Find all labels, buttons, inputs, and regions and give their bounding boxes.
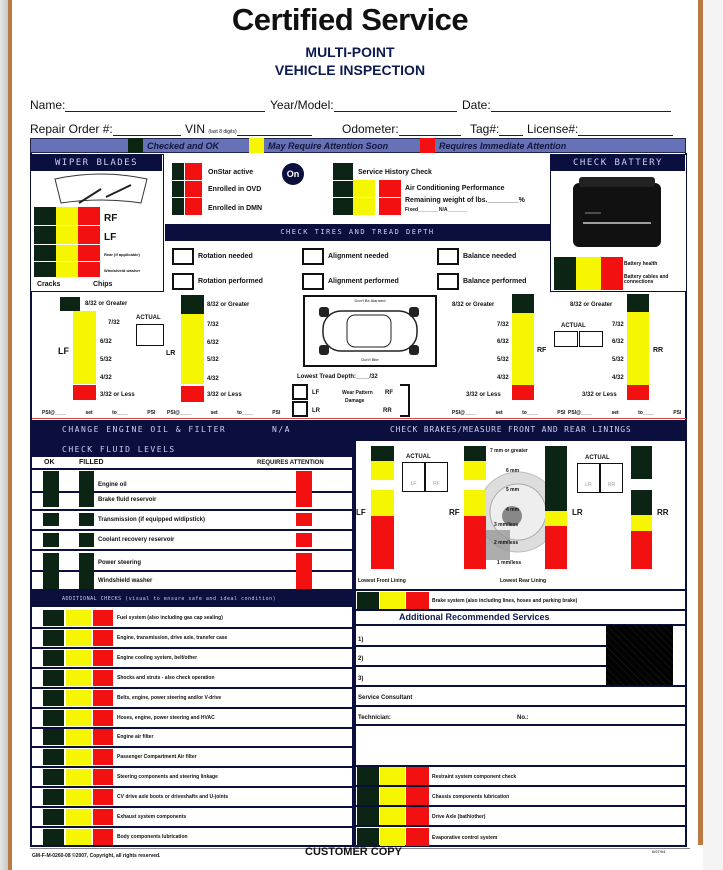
- battery-title: CHECK BATTERY: [551, 155, 685, 171]
- brake-system-label: Brake system (also including lines, hoses and parking brake): [432, 598, 578, 604]
- date-field[interactable]: [462, 98, 671, 112]
- additional-attention-9[interactable]: [93, 789, 113, 805]
- lf-actual-label: ACTUAL: [136, 315, 161, 321]
- legend-soon-label: May Require Attention Soon: [268, 141, 389, 151]
- rf-scale-7: 7/32: [497, 322, 509, 328]
- lr-scale-8: 8/32 or Greater: [207, 302, 250, 308]
- fluid-levels-title: CHECK FLUID LEVELS: [62, 445, 176, 454]
- additional-soon-5[interactable]: [66, 710, 91, 726]
- additional-item-label: Engine air filter: [117, 734, 154, 741]
- psi-rr-field[interactable]: PSI@____ set to____ PSI: [568, 410, 682, 416]
- additional-item-label: Hoses, engine, power steering and HVAC: [117, 714, 215, 721]
- legend-green-swatch: [128, 138, 143, 153]
- wiper-rf-label: RF: [104, 213, 118, 224]
- right-check-label: Drive Axle (bath/other): [432, 814, 486, 821]
- service-consultant-field[interactable]: Service Consultant: [358, 695, 413, 701]
- subtitle-line2: VEHICLE INSPECTION: [274, 62, 426, 78]
- additional-attention-6[interactable]: [93, 729, 113, 745]
- fluid-col-ok: OK: [44, 459, 55, 466]
- psi-lr-field[interactable]: PSI@____ set to____ PSI: [167, 410, 281, 416]
- brake-scale-1mm: 1 mm/less: [497, 560, 522, 566]
- lowest-front-lining[interactable]: Lowest Front Lining: [358, 578, 406, 584]
- wiper-ok-column: [34, 207, 56, 277]
- rf-scale-8: 8/32 or Greater: [452, 302, 495, 308]
- tires-title: CHECK TIRES AND TREAD DEPTH: [165, 224, 550, 241]
- rotation-performed-label: Rotation performed: [198, 278, 263, 285]
- page-border-left: [8, 0, 12, 870]
- additional-item-label: Steering components and steering linkage: [117, 774, 218, 781]
- additional-ok-10[interactable]: [43, 809, 64, 825]
- onstar-logo-icon: On: [282, 163, 304, 185]
- right-check-ok-1[interactable]: [357, 787, 379, 805]
- wear-lf-label: LF: [312, 390, 320, 396]
- lr-scale-4: 4/32: [207, 376, 219, 382]
- wear-rr-label: RR: [383, 408, 392, 414]
- onstar-ovd-label: Enrolled in OVD: [208, 186, 262, 193]
- lr-scale-3: 3/32 or Less: [207, 392, 242, 398]
- year-model-label: Year/Model:: [270, 98, 334, 112]
- repair-order-label: Repair Order #:: [30, 122, 113, 136]
- lowest-tread-depth-field[interactable]: Lowest Tread Depth:____/32: [297, 374, 378, 380]
- fluid-filled-engine-brake[interactable]: [79, 471, 94, 507]
- rf-tread-green: [512, 294, 534, 313]
- rr-scale-3: 3/32 or Less: [582, 392, 617, 398]
- license-field[interactable]: [527, 122, 673, 136]
- rotation-needed-checkbox[interactable]: [172, 248, 194, 265]
- additional-attention-1[interactable]: [93, 630, 113, 646]
- additional-soon-9[interactable]: [66, 789, 91, 805]
- rr-tread-red: [627, 385, 649, 400]
- recommended-line-2[interactable]: 2): [358, 656, 364, 662]
- battery-attention-column: [601, 257, 623, 290]
- odometer-field[interactable]: [342, 122, 461, 136]
- brake-lf-yellow-2: [371, 490, 394, 516]
- lowest-rear-lining[interactable]: Lowest Rear Lining: [500, 578, 547, 584]
- brake-scale-4mm: 4 mm: [506, 507, 520, 513]
- car-back-label: Don't Bite: [361, 357, 379, 362]
- rf-scale-5: 5/32: [497, 357, 509, 363]
- additional-soon-3[interactable]: [66, 670, 91, 686]
- additional-ok-8[interactable]: [43, 769, 64, 785]
- repair-order-field[interactable]: [30, 122, 181, 136]
- ac-performance-label: Air Conditioning Performance: [405, 185, 505, 192]
- rotation-performed-checkbox[interactable]: [172, 273, 194, 290]
- additional-attention-7[interactable]: [93, 749, 113, 765]
- fluid-filled-steering-washer[interactable]: [79, 553, 94, 589]
- wear-pattern-label: Wear Pattern: [342, 390, 373, 396]
- rotation-needed-label: Rotation needed: [198, 253, 253, 260]
- additional-attention-4[interactable]: [93, 690, 113, 706]
- additional-attention-2[interactable]: [93, 650, 113, 666]
- rf-tread-yellow: [512, 313, 534, 385]
- additional-soon-4[interactable]: [66, 690, 91, 706]
- rr-tread-yellow: [627, 312, 649, 385]
- lr-tire-label: LR: [166, 350, 176, 357]
- psi-rf-field[interactable]: PSI@____ set to____ PSI: [452, 410, 566, 416]
- rr-actual-label: ACTUAL: [561, 323, 586, 329]
- rr-scale-6: 6/32: [612, 339, 624, 345]
- fluid-attention-engine-brake[interactable]: [296, 471, 312, 507]
- brake-rr-actual-input[interactable]: RR: [600, 463, 623, 493]
- ac-fixed-label[interactable]: Fixed_______ N/A_______: [405, 207, 467, 213]
- additional-item-label: Engine, transmission, drive axle, transfer case: [117, 634, 228, 641]
- additional-attention-3[interactable]: [93, 670, 113, 686]
- lf-scale-4: 4/32: [100, 375, 112, 381]
- lr-tread-yellow: [181, 314, 204, 384]
- name-field[interactable]: [30, 98, 265, 112]
- customer-copy-label: CUSTOMER COPY: [305, 846, 402, 858]
- brake-lf-green: [371, 446, 394, 461]
- additional-soon-0[interactable]: [66, 610, 91, 626]
- brake-lr-yellow: [545, 511, 567, 526]
- car-front-label: Don't Be Alarmed: [354, 298, 386, 303]
- additional-ok-0[interactable]: [43, 610, 64, 626]
- legend-red-swatch: [420, 138, 435, 153]
- brake-lr-red: [545, 526, 567, 569]
- additional-soon-1[interactable]: [66, 630, 91, 646]
- lr-scale-7: 7/32: [207, 322, 219, 328]
- lr-scale-5: 5/32: [207, 357, 219, 363]
- wiper-chips-label: Chips: [93, 281, 113, 288]
- alignment-performed-label: Alignment performed: [328, 278, 399, 285]
- alignment-needed-checkbox[interactable]: [302, 248, 324, 265]
- recommended-line-1[interactable]: 1): [358, 637, 364, 643]
- brake-rr-green-2: [631, 490, 652, 515]
- vin-note: (last 8 digits): [208, 129, 237, 135]
- lr-tread-green: [181, 295, 204, 314]
- damage-label: Damage: [345, 398, 365, 404]
- rr-tire-label: RR: [653, 347, 664, 354]
- vin-field[interactable]: [185, 122, 312, 136]
- right-check-ok-0[interactable]: [357, 767, 379, 785]
- technician-field[interactable]: Technician:: [358, 715, 391, 721]
- additional-soon-6[interactable]: [66, 729, 91, 745]
- fluid-coolant: Coolant recovery reservoir: [98, 537, 175, 543]
- battery-icon: [571, 177, 663, 249]
- balance-performed-label: Balance performed: [463, 278, 527, 285]
- subtitle-line1: MULTI-POINT: [305, 44, 395, 60]
- fluid-engine-oil: Engine oil: [98, 482, 127, 488]
- brake-scale-2mm: 2 mm/less: [494, 540, 519, 546]
- onstar-active-label: OnStar active: [208, 169, 254, 176]
- year-model-field[interactable]: [270, 98, 457, 112]
- additional-item-label: Fuel system (also including gas cap sealing): [117, 615, 223, 621]
- brake-lf-red: [371, 516, 394, 569]
- additional-item-label: CV drive axle boots or driveshafts and U-joints: [117, 794, 229, 801]
- legend-yellow-swatch: [249, 138, 264, 153]
- fluid-ok-coolant[interactable]: [43, 533, 59, 547]
- right-check-soon-3[interactable]: [380, 828, 405, 846]
- additional-item-label: Belts, engine, power steering and/or V-drive: [117, 694, 222, 701]
- wiper-attention-column: [78, 207, 100, 277]
- right-check-label: Chassis components lubrication: [432, 794, 510, 801]
- brake-rr-yellow: [631, 515, 652, 531]
- additional-attention-10[interactable]: [93, 809, 113, 825]
- wiper-soon-column: [56, 207, 78, 277]
- brake-scale-5mm: 5 mm: [506, 487, 520, 493]
- brake-rr-red: [631, 531, 652, 569]
- right-check-label: Restraint system component check: [432, 774, 517, 780]
- lf-tread-red: [73, 385, 96, 400]
- page-shadow-left: [0, 0, 8, 870]
- odometer-label: Odometer:: [342, 122, 399, 136]
- legend-ok-label: Checked and OK: [147, 141, 220, 151]
- rr-scale-8: 8/32 or Greater: [570, 302, 613, 308]
- date-label: Date:: [462, 98, 491, 112]
- rf-tread-red: [512, 385, 534, 400]
- battery-ok-column: [554, 257, 576, 290]
- form-revision: 6/07/04: [652, 849, 666, 854]
- wiper-lf-label: LF: [104, 232, 117, 243]
- wear-rf-label: RF: [385, 390, 393, 396]
- oil-change-na: N/A: [272, 425, 291, 434]
- rr-scale-4: 4/32: [612, 375, 624, 381]
- brake-front-actual-label: ACTUAL: [406, 454, 431, 460]
- page-shadow-right: [703, 0, 723, 870]
- balance-needed-checkbox[interactable]: [437, 248, 459, 265]
- fluid-ok-engine-brake[interactable]: [43, 471, 59, 507]
- service-ok-column: [333, 163, 353, 215]
- fluid-brake-reservoir: Brake fluid reservoir: [98, 497, 157, 503]
- additional-attention-8[interactable]: [93, 769, 113, 785]
- lf-scale-3: 3/32 or Less: [100, 392, 135, 398]
- fluid-attention-coolant[interactable]: [296, 533, 312, 547]
- additional-ok-3[interactable]: [43, 670, 64, 686]
- vin-label: VIN: [185, 122, 206, 136]
- oil-change-title: CHANGE ENGINE OIL & FILTER: [62, 425, 227, 434]
- lf-tread-yellow: [73, 311, 96, 384]
- qr-code-icon: [606, 625, 673, 685]
- additional-ok-4[interactable]: [43, 690, 64, 706]
- additional-attention-11[interactable]: [93, 829, 113, 845]
- battery-health-label: Battery health: [624, 261, 658, 267]
- recommended-services-title: Additional Recommended Services: [399, 612, 550, 622]
- wiper-washer-label: Windshield washer: [104, 268, 141, 273]
- fluid-col-attention: REQUIRES ATTENTION: [257, 460, 324, 466]
- legend-immediate-label: Requires Immediate Attention: [439, 141, 567, 151]
- wiper-rear-label: Rear (if applicable): [104, 252, 140, 257]
- right-check-soon-1[interactable]: [380, 787, 405, 805]
- additional-soon-11[interactable]: [66, 829, 91, 845]
- brake-system-soon[interactable]: [380, 592, 405, 610]
- additional-item-label: Shocks and struts - also check operation: [117, 674, 215, 681]
- additional-soon-8[interactable]: [66, 769, 91, 785]
- brake-scale-3mm: 3 mm/less: [494, 522, 519, 528]
- rr-actual-input-2[interactable]: [579, 331, 603, 347]
- page-title: Certified Service: [231, 2, 469, 37]
- brake-lf-label: LF: [356, 508, 366, 517]
- additional-ok-6[interactable]: [43, 729, 64, 745]
- additional-soon-7[interactable]: [66, 749, 91, 765]
- brake-lf-actual-input[interactable]: LF: [402, 462, 425, 492]
- right-check-soon-2[interactable]: [380, 807, 405, 825]
- brake-rf-label: RF: [449, 508, 460, 517]
- additional-attention-5[interactable]: [93, 710, 113, 726]
- right-check-attention-2[interactable]: [406, 807, 429, 825]
- rf-scale-3: 3/32 or Less: [466, 392, 501, 398]
- fluid-filled-transmission[interactable]: [79, 513, 94, 526]
- wear-right-bracket[interactable]: [400, 384, 410, 417]
- windshield-wiper-icon: [51, 173, 151, 211]
- right-check-ok-3[interactable]: [357, 828, 379, 846]
- lf-tire-label: LF: [58, 346, 69, 356]
- ac-remaining-label[interactable]: Remaining weight of lbs.________%: [405, 197, 525, 204]
- lr-scale-6: 6/32: [207, 340, 219, 346]
- brake-rf-yellow-1: [464, 461, 486, 480]
- brake-system-ok[interactable]: [357, 592, 379, 610]
- additional-ok-11[interactable]: [43, 829, 64, 845]
- brake-rear-actual-label: ACTUAL: [585, 455, 610, 461]
- service-history-label: Service History Check: [358, 169, 432, 176]
- additional-soon-10[interactable]: [66, 809, 91, 825]
- alignment-performed-checkbox[interactable]: [302, 273, 324, 290]
- car-top-view-icon: [313, 305, 427, 357]
- additional-item-label: Passenger Compartment Air filter: [117, 754, 197, 761]
- recommended-line-3[interactable]: 3): [358, 676, 364, 682]
- technician-no-field[interactable]: No.:: [517, 715, 529, 721]
- fluid-windshield-washer: Windshield washer: [98, 578, 153, 584]
- wiper-blades-title: WIPER BLADES: [31, 155, 162, 171]
- balance-performed-checkbox[interactable]: [437, 273, 459, 290]
- brake-lr-label: LR: [572, 508, 583, 517]
- brake-scale-7mm: 7 mm or greater: [490, 448, 528, 454]
- rr-actual-input-1[interactable]: [554, 331, 578, 347]
- brake-lf-yellow-1: [371, 461, 394, 480]
- right-check-attention-1[interactable]: [406, 787, 429, 805]
- brake-scale-6mm: 6 mm: [506, 468, 520, 474]
- car-diagram: [303, 295, 437, 367]
- rr-tread-green: [627, 294, 649, 312]
- brake-lr-actual-input[interactable]: LR: [577, 463, 600, 493]
- tag-field[interactable]: [470, 122, 523, 136]
- right-check-label: Evaporative control system: [432, 834, 498, 841]
- battery-panel: [550, 154, 687, 292]
- brake-rr-label: RR: [657, 508, 669, 517]
- additional-ok-5[interactable]: [43, 710, 64, 726]
- legend-bar: [30, 138, 686, 153]
- lf-scale-7: 7/32: [108, 320, 120, 326]
- fluid-col-filled: FILLED: [79, 459, 104, 466]
- brake-rf-green: [464, 446, 486, 461]
- battery-soon-column: [576, 257, 601, 290]
- additional-ok-1[interactable]: [43, 630, 64, 646]
- lf-actual-input[interactable]: [136, 324, 164, 346]
- fluid-transmission: Transmission (if equipped w/dipstick): [98, 517, 206, 523]
- brake-rf-actual-input[interactable]: RF: [425, 462, 448, 492]
- additional-checks-title: ADDITIONAL CHECKS (visual to ensure safe and ideal condition): [62, 596, 277, 602]
- rf-scale-6: 6/32: [497, 339, 509, 345]
- fluid-ok-transmission[interactable]: [43, 513, 59, 526]
- right-check-attention-3[interactable]: [406, 828, 429, 846]
- rr-scale-7: 7/32: [612, 322, 624, 328]
- additional-ok-7[interactable]: [43, 749, 64, 765]
- brake-rr-green-1: [631, 446, 652, 479]
- balance-needed-label: Balance needed: [463, 253, 517, 260]
- wear-lf-checkbox[interactable]: [292, 384, 308, 400]
- rf-tire-label: RF: [537, 347, 547, 354]
- psi-lf-field[interactable]: PSI@____ set to____ PSI: [42, 410, 156, 416]
- additional-attention-0[interactable]: [93, 610, 113, 626]
- fluid-attention-transmission[interactable]: [296, 513, 312, 526]
- brake-lr-green: [545, 446, 567, 511]
- additional-item-label: Body components lubrication: [117, 833, 188, 840]
- lf-scale-5: 5/32: [100, 357, 112, 363]
- right-check-attention-0[interactable]: [406, 767, 429, 785]
- fluid-attention-steering-washer[interactable]: [296, 553, 312, 589]
- brake-rf-yellow-2: [464, 490, 486, 516]
- additional-ok-9[interactable]: [43, 789, 64, 805]
- alignment-needed-label: Alignment needed: [328, 253, 389, 260]
- battery-cables-label: Battery cables and connections: [624, 274, 669, 285]
- fluid-ok-steering-washer[interactable]: [43, 553, 59, 589]
- brake-rf-red: [464, 516, 486, 569]
- right-check-ok-2[interactable]: [357, 807, 379, 825]
- onstar-ok-column: [172, 163, 184, 215]
- fluid-power-steering: Power steering: [98, 560, 142, 566]
- brake-system-attention[interactable]: [406, 592, 429, 610]
- onstar-attention-column: [185, 163, 202, 215]
- wear-lr-checkbox[interactable]: [292, 401, 308, 417]
- wiper-cracks-label: Cracks: [37, 281, 61, 288]
- form-code: GM-F-M-0260-08 ©2007, Copyright, all rights reserved.: [32, 853, 161, 859]
- lf-scale-8: 8/32 or Greater: [85, 301, 128, 307]
- fluid-filled-coolant[interactable]: [79, 533, 94, 547]
- additional-ok-2[interactable]: [43, 650, 64, 666]
- license-label: License#:: [527, 122, 579, 136]
- right-check-soon-0[interactable]: [380, 767, 405, 785]
- wear-lr-label: LR: [312, 408, 320, 414]
- tag-label: Tag#:: [470, 122, 500, 136]
- lf-scale-6: 6/32: [100, 339, 112, 345]
- additional-item-label: Exhaust system components: [117, 814, 187, 820]
- rf-scale-4: 4/32: [497, 375, 509, 381]
- onstar-dmn-label: Enrolled in DMN: [208, 205, 263, 212]
- brakes-title: CHECK BRAKES/MEASURE FRONT AND REAR LININGS: [390, 425, 632, 434]
- additional-soon-2[interactable]: [66, 650, 91, 666]
- lf-tread-green: [60, 297, 80, 311]
- additional-item-label: Engine cooling system, belt/other: [117, 654, 198, 661]
- wiper-blades-panel: [30, 154, 164, 292]
- rr-scale-5: 5/32: [612, 357, 624, 363]
- name-label: Name:: [30, 98, 66, 112]
- lr-tread-red: [181, 386, 204, 402]
